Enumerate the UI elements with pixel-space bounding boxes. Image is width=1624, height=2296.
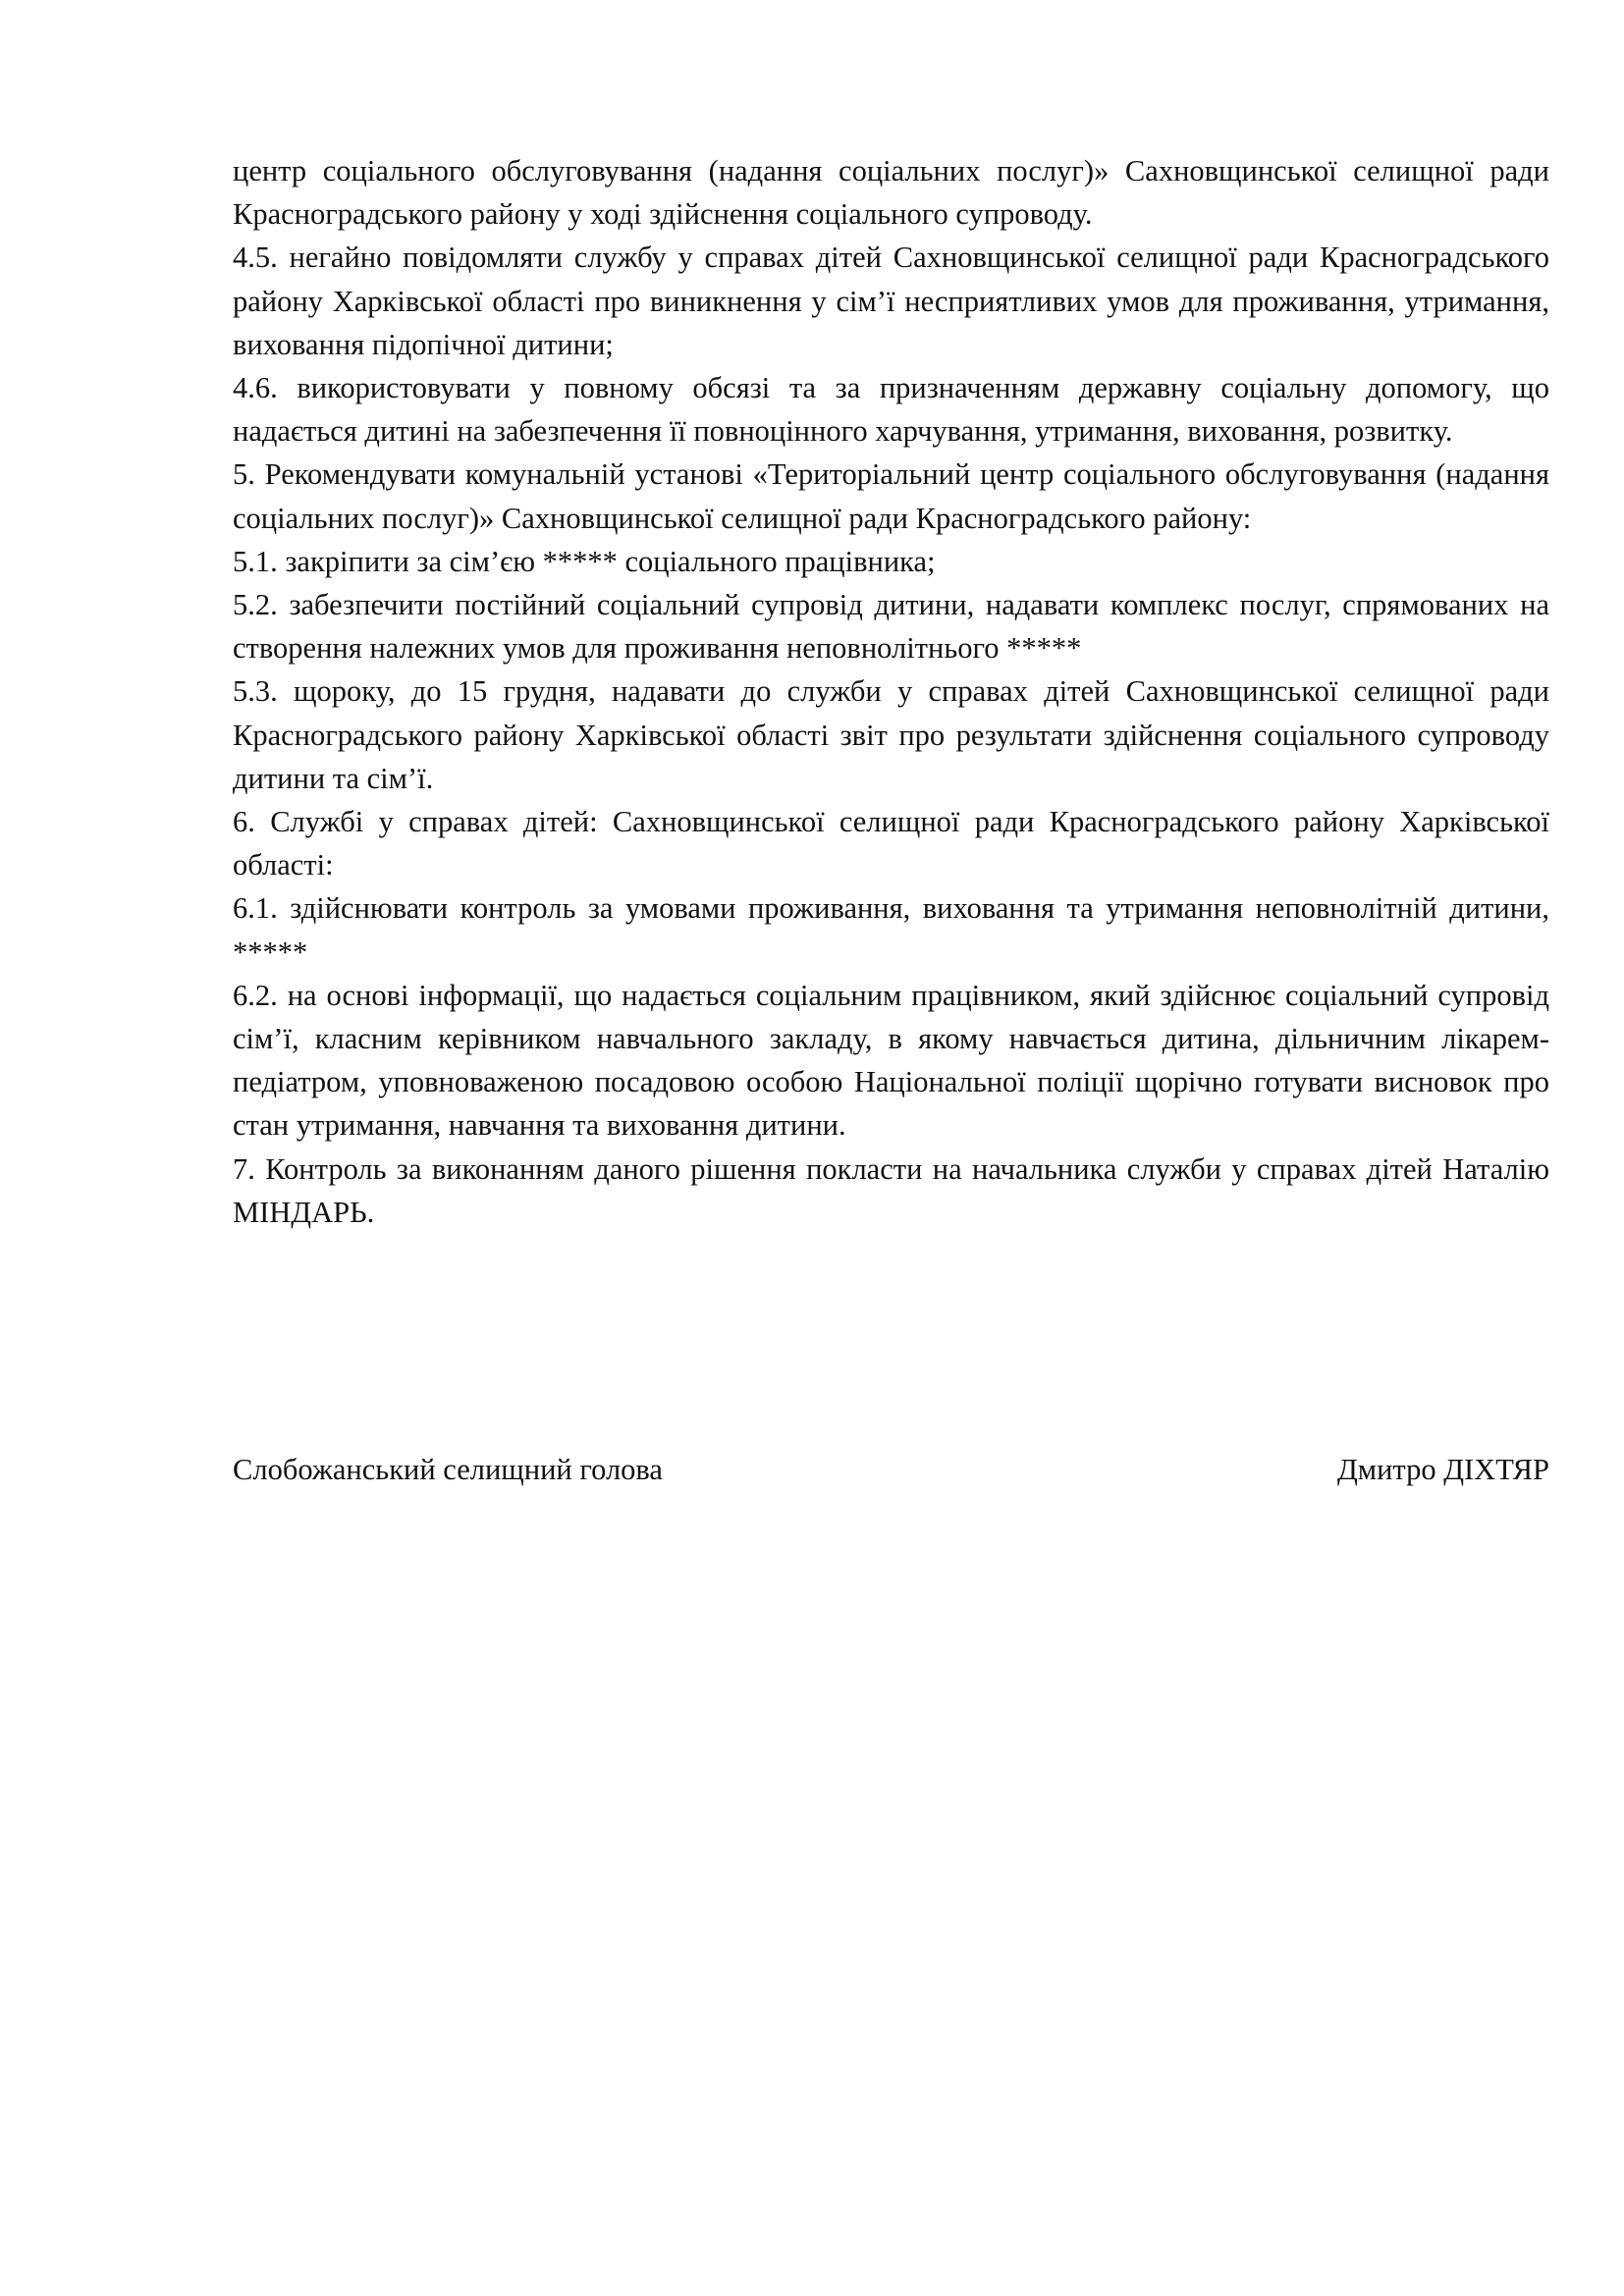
- paragraph-5-2: 5.2. забезпечити постійний соціальний супровід дитини, надавати комплекс послуг, спрямованих на створення належних умов для проживання неповнолітнього *****: [233, 588, 1549, 666]
- paragraph-5-3: 5.3. щороку, до 15 грудня, надавати до служби у справах дітей Сахновщинської селищної ради Красноградського району Харківської області звіт про результати здійснення соціального супроводу дитини та сім’ї.: [233, 674, 1549, 795]
- signature-block: [233, 1448, 1549, 1491]
- paragraph-6-1: 6.1. здійснювати контроль за умовами проживання, виховання та утримання неповнолітній дитини, *****: [233, 891, 1549, 969]
- paragraph-7: 7. Контроль за виконанням даного рішення покласти на начальника служби у справах дітей Наталію МІНДАРЬ.: [233, 1151, 1549, 1229]
- paragraph-5: 5. Рекомендувати комунальній установі «Територіальний центр соціального обслуговування (надання соціальних послуг)» Сахновщинської селищної ради Красноградського району:: [233, 457, 1549, 535]
- paragraph-4-6: 4.6. використовувати у повному обсязі та за призначенням державну соціальну допомогу, що надається дитині на забезпечення її повноцінного харчування, утримання, виховання, розвитку.: [233, 371, 1549, 449]
- paragraph-continuation: центр соціального обслуговування (надання соціальних послуг)» Сахновщинської селищної ради Красноградського району у ході здійснення соціального супроводу.: [233, 154, 1549, 232]
- paragraph-5-1: 5.1. закріпити за сім’єю ***** соціального працівника;: [233, 544, 936, 578]
- paragraph-4-5: 4.5. негайно повідомляти службу у справах дітей Сахновщинської селищної ради Красноградського району Харківської області про виникнення у сім’ї несприятливих умов для проживання, утримання, виховання підопічної дитини;: [233, 240, 1549, 361]
- signatory-position: Слобожанський селищний голова: [233, 1453, 663, 1486]
- signatory-name: Дмитро ДІХТЯР: [1336, 1453, 1549, 1486]
- document-body: [233, 149, 1549, 1234]
- paragraph-6: 6. Службі у справах дітей: Сахновщинської селищної ради Красноградського району Харківської області:: [233, 805, 1549, 882]
- paragraph-6-2: 6.2. на основі інформації, що надається соціальним працівником, який здійснює соціальний супровід сім’ї, класним керівником навчального закладу, в якому навчається дитина, дільничним лікарем-педіатром, уповноваженою посадовою особою Національної поліції щорічно готувати висновок про стан утримання, навчання та виховання дитини.: [233, 978, 1549, 1143]
